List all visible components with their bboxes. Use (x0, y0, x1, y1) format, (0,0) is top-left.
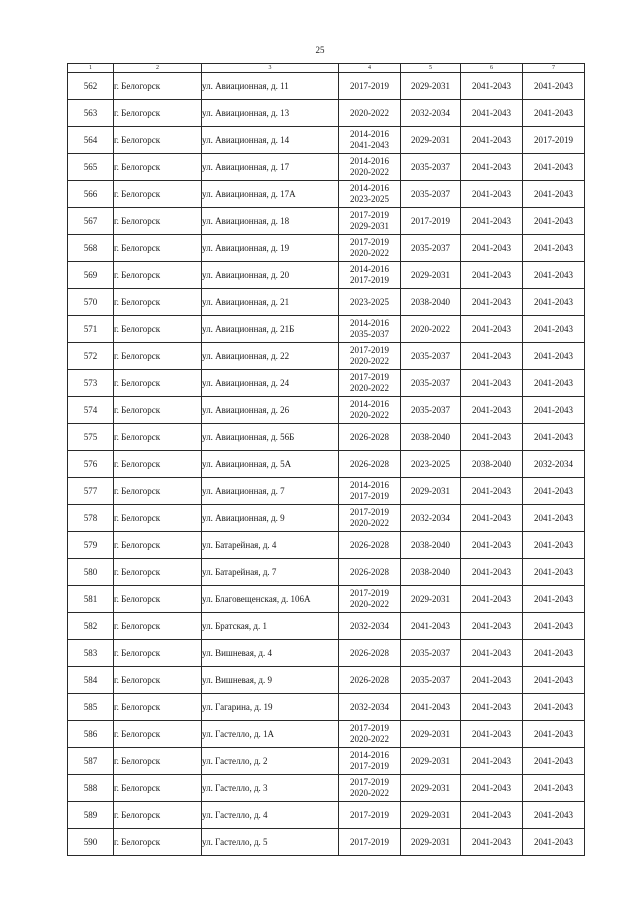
table-row (68, 316, 585, 343)
period-line: 2014-2016 (350, 156, 389, 166)
period-cell-4 (339, 640, 401, 667)
city-cell: г. Белогорск (114, 181, 202, 208)
period-cell-4 (339, 424, 401, 451)
period-cell-5: 2038-2040 (401, 532, 461, 559)
column-header: 6 (461, 64, 523, 73)
period-line: 2017-2019 (350, 809, 389, 820)
period-cell-5: 2038-2040 (401, 424, 461, 451)
period-cell-7: 2041-2043 (523, 721, 585, 748)
city-cell: г. Белогорск (114, 478, 202, 505)
period-line: 2017-2019 (350, 777, 389, 787)
address-cell: ул. Авиационная, д. 9 (202, 505, 339, 532)
period-cell-6: 2041-2043 (461, 640, 523, 667)
table-row (68, 397, 585, 424)
table-row (68, 667, 585, 694)
address-cell: ул. Батарейная, д. 4 (202, 532, 339, 559)
address-cell: ул. Батарейная, д. 7 (202, 559, 339, 586)
period-cell-4 (339, 802, 401, 829)
city-cell: г. Белогорск (114, 505, 202, 532)
table-row (68, 181, 585, 208)
address-cell: ул. Авиационная, д. 21Б (202, 316, 339, 343)
city-cell: г. Белогорск (114, 208, 202, 235)
period-cell-4 (339, 505, 401, 532)
period-cell-5: 2029-2031 (401, 802, 461, 829)
city-cell: г. Белогорск (114, 775, 202, 802)
city-cell: г. Белогорск (114, 667, 202, 694)
period-cell-7: 2041-2043 (523, 532, 585, 559)
address-cell: ул. Гастелло, д. 4 (202, 802, 339, 829)
period-cell-7: 2041-2043 (523, 343, 585, 370)
table-row (68, 613, 585, 640)
period-cell-4 (339, 289, 401, 316)
row-number-cell: 573 (68, 370, 114, 397)
row-number-cell: 590 (68, 829, 114, 856)
period-cell-5: 2029-2031 (401, 127, 461, 154)
period-cell-4 (339, 694, 401, 721)
row-number-cell: 562 (68, 73, 114, 100)
address-cell: ул. Братская, д. 1 (202, 613, 339, 640)
city-cell: г. Белогорск (114, 559, 202, 586)
column-header: 7 (523, 64, 585, 73)
row-number-cell: 588 (68, 775, 114, 802)
period-cell-4 (339, 262, 401, 289)
table-row (68, 586, 585, 613)
period-line: 2020-2022 (350, 734, 389, 744)
city-cell: г. Белогорск (114, 73, 202, 100)
address-cell: ул. Авиационная, д. 26 (202, 397, 339, 424)
row-number-cell: 563 (68, 100, 114, 127)
period-cell-4 (339, 343, 401, 370)
period-cell-5: 2029-2031 (401, 775, 461, 802)
period-line: 2032-2034 (350, 620, 389, 631)
column-number-row (68, 64, 585, 73)
address-cell: ул. Гагарина, д. 19 (202, 694, 339, 721)
address-cell: ул. Авиационная, д. 22 (202, 343, 339, 370)
address-cell: ул. Благовещенская, д. 106А (202, 586, 339, 613)
row-number-cell: 580 (68, 559, 114, 586)
city-cell: г. Белогорск (114, 586, 202, 613)
period-line: 2017-2019 (350, 761, 389, 771)
period-line: 2017-2019 (350, 372, 389, 382)
city-cell: г. Белогорск (114, 262, 202, 289)
period-cell-6: 2041-2043 (461, 235, 523, 262)
period-cell-6: 2041-2043 (461, 100, 523, 127)
address-cell: ул. Гастелло, д. 2 (202, 748, 339, 775)
period-cell-5: 2035-2037 (401, 181, 461, 208)
city-cell: г. Белогорск (114, 316, 202, 343)
table-row (68, 262, 585, 289)
period-cell-7: 2041-2043 (523, 748, 585, 775)
table-row (68, 343, 585, 370)
period-cell-5: 2035-2037 (401, 343, 461, 370)
period-line: 2020-2022 (350, 383, 389, 393)
period-cell-5: 2029-2031 (401, 721, 461, 748)
period-line: 2020-2022 (350, 356, 389, 366)
period-cell-5: 2029-2031 (401, 478, 461, 505)
address-cell: ул. Авиационная, д. 18 (202, 208, 339, 235)
period-cell-7: 2041-2043 (523, 829, 585, 856)
period-cell-5: 2029-2031 (401, 73, 461, 100)
period-cell-5: 2041-2043 (401, 613, 461, 640)
table-row (68, 802, 585, 829)
period-cell-4 (339, 721, 401, 748)
period-cell-6: 2041-2043 (461, 208, 523, 235)
row-number-cell: 579 (68, 532, 114, 559)
period-cell-7: 2041-2043 (523, 694, 585, 721)
period-cell-7: 2041-2043 (523, 586, 585, 613)
table-row (68, 424, 585, 451)
period-cell-5: 2035-2037 (401, 667, 461, 694)
period-cell-5: 2032-2034 (401, 100, 461, 127)
period-cell-5: 2038-2040 (401, 559, 461, 586)
table-row (68, 559, 585, 586)
period-cell-7: 2041-2043 (523, 667, 585, 694)
row-number-cell: 566 (68, 181, 114, 208)
period-line: 2023-2025 (350, 194, 389, 204)
table-row (68, 100, 585, 127)
period-cell-7: 2041-2043 (523, 613, 585, 640)
table-row (68, 721, 585, 748)
period-cell-5: 2035-2037 (401, 370, 461, 397)
period-line: 2017-2019 (350, 80, 389, 91)
period-line: 2035-2037 (350, 329, 389, 339)
period-cell-4 (339, 748, 401, 775)
period-line: 2014-2016 (350, 399, 389, 409)
period-cell-6: 2041-2043 (461, 289, 523, 316)
period-line: 2020-2022 (350, 248, 389, 258)
address-cell: ул. Авиационная, д. 11 (202, 73, 339, 100)
row-number-cell: 574 (68, 397, 114, 424)
row-number-cell: 582 (68, 613, 114, 640)
period-cell-6: 2041-2043 (461, 694, 523, 721)
table-row (68, 451, 585, 478)
period-cell-6: 2041-2043 (461, 478, 523, 505)
period-line: 2014-2016 (350, 183, 389, 193)
city-cell: г. Белогорск (114, 154, 202, 181)
period-cell-5: 2017-2019 (401, 208, 461, 235)
city-cell: г. Белогорск (114, 802, 202, 829)
period-line: 2020-2022 (350, 599, 389, 609)
period-cell-4 (339, 559, 401, 586)
row-number-cell: 583 (68, 640, 114, 667)
period-cell-7: 2041-2043 (523, 73, 585, 100)
table-row (68, 127, 585, 154)
period-line: 2017-2019 (350, 491, 389, 501)
period-cell-5: 2029-2031 (401, 586, 461, 613)
period-cell-7: 2041-2043 (523, 397, 585, 424)
row-number-cell: 572 (68, 343, 114, 370)
period-line: 2017-2019 (350, 237, 389, 247)
address-cell: ул. Вишневая, д. 4 (202, 640, 339, 667)
table-row (68, 478, 585, 505)
table-row (68, 694, 585, 721)
table-row (68, 505, 585, 532)
address-cell: ул. Авиационная, д. 19 (202, 235, 339, 262)
period-cell-7: 2041-2043 (523, 424, 585, 451)
city-cell: г. Белогорск (114, 451, 202, 478)
city-cell: г. Белогорск (114, 370, 202, 397)
row-number-cell: 576 (68, 451, 114, 478)
period-cell-6: 2041-2043 (461, 586, 523, 613)
period-cell-6: 2041-2043 (461, 505, 523, 532)
column-header: 2 (114, 64, 202, 73)
period-line: 2032-2034 (350, 701, 389, 712)
table-row (68, 775, 585, 802)
period-line: 2026-2028 (350, 458, 389, 469)
row-number-cell: 569 (68, 262, 114, 289)
period-line: 2017-2019 (350, 210, 389, 220)
row-number-cell: 570 (68, 289, 114, 316)
period-line: 2014-2016 (350, 480, 389, 490)
period-cell-6: 2041-2043 (461, 424, 523, 451)
period-line: 2014-2016 (350, 129, 389, 139)
city-cell: г. Белогорск (114, 640, 202, 667)
row-number-cell: 577 (68, 478, 114, 505)
period-cell-7: 2017-2019 (523, 127, 585, 154)
period-cell-6: 2041-2043 (461, 613, 523, 640)
period-cell-5: 2035-2037 (401, 154, 461, 181)
row-number-cell: 581 (68, 586, 114, 613)
period-cell-6: 2041-2043 (461, 181, 523, 208)
period-line: 2020-2022 (350, 107, 389, 118)
period-cell-4 (339, 127, 401, 154)
period-cell-6: 2041-2043 (461, 775, 523, 802)
address-cell: ул. Вишневая, д. 9 (202, 667, 339, 694)
period-cell-5: 2035-2037 (401, 640, 461, 667)
period-cell-6: 2041-2043 (461, 370, 523, 397)
period-cell-4 (339, 235, 401, 262)
period-cell-7: 2041-2043 (523, 208, 585, 235)
period-cell-5: 2029-2031 (401, 829, 461, 856)
city-cell: г. Белогорск (114, 613, 202, 640)
address-cell: ул. Авиационная, д. 21 (202, 289, 339, 316)
address-cell: ул. Авиационная, д. 24 (202, 370, 339, 397)
period-cell-4 (339, 478, 401, 505)
period-cell-6: 2041-2043 (461, 532, 523, 559)
city-cell: г. Белогорск (114, 397, 202, 424)
city-cell: г. Белогорск (114, 100, 202, 127)
registry-table (67, 63, 585, 856)
period-cell-6: 2041-2043 (461, 343, 523, 370)
table-row (68, 235, 585, 262)
period-cell-5: 2020-2022 (401, 316, 461, 343)
period-cell-6: 2041-2043 (461, 397, 523, 424)
period-cell-6: 2041-2043 (461, 802, 523, 829)
period-cell-4 (339, 397, 401, 424)
address-cell: ул. Авиационная, д. 7 (202, 478, 339, 505)
period-cell-4 (339, 667, 401, 694)
page-number: 25 (315, 45, 325, 55)
period-cell-4 (339, 532, 401, 559)
table-row (68, 289, 585, 316)
period-cell-7: 2041-2043 (523, 775, 585, 802)
row-number-cell: 565 (68, 154, 114, 181)
period-cell-6: 2041-2043 (461, 829, 523, 856)
period-line: 2017-2019 (350, 588, 389, 598)
period-cell-7: 2041-2043 (523, 640, 585, 667)
period-cell-7: 2041-2043 (523, 100, 585, 127)
city-cell: г. Белогорск (114, 289, 202, 316)
period-cell-6: 2041-2043 (461, 748, 523, 775)
period-line: 2041-2043 (350, 140, 389, 150)
city-cell: г. Белогорск (114, 829, 202, 856)
period-line: 2023-2025 (350, 296, 389, 307)
city-cell: г. Белогорск (114, 532, 202, 559)
period-line: 2017-2019 (350, 507, 389, 517)
period-cell-6: 2041-2043 (461, 667, 523, 694)
period-line: 2026-2028 (350, 647, 389, 658)
period-cell-5: 2041-2043 (401, 694, 461, 721)
table-row (68, 640, 585, 667)
period-line: 2026-2028 (350, 566, 389, 577)
row-number-cell: 578 (68, 505, 114, 532)
period-cell-7: 2041-2043 (523, 478, 585, 505)
period-cell-7: 2041-2043 (523, 289, 585, 316)
period-line: 2014-2016 (350, 750, 389, 760)
period-cell-4 (339, 73, 401, 100)
period-cell-5: 2038-2040 (401, 289, 461, 316)
period-cell-4 (339, 208, 401, 235)
row-number-cell: 571 (68, 316, 114, 343)
address-cell: ул. Авиационная, д. 17 (202, 154, 339, 181)
period-cell-4 (339, 100, 401, 127)
period-cell-4 (339, 451, 401, 478)
period-line: 2017-2019 (350, 345, 389, 355)
column-header: 3 (202, 64, 339, 73)
period-cell-7: 2041-2043 (523, 559, 585, 586)
address-cell: ул. Авиационная, д. 20 (202, 262, 339, 289)
period-cell-5: 2029-2031 (401, 748, 461, 775)
period-line: 2026-2028 (350, 539, 389, 550)
period-cell-4 (339, 154, 401, 181)
period-cell-4 (339, 829, 401, 856)
period-line: 2026-2028 (350, 431, 389, 442)
row-number-cell: 584 (68, 667, 114, 694)
address-cell: ул. Гастелло, д. 5 (202, 829, 339, 856)
period-cell-7: 2032-2034 (523, 451, 585, 478)
period-line: 2020-2022 (350, 788, 389, 798)
period-cell-5: 2035-2037 (401, 397, 461, 424)
period-cell-6: 2041-2043 (461, 262, 523, 289)
period-cell-6: 2041-2043 (461, 559, 523, 586)
period-cell-5: 2023-2025 (401, 451, 461, 478)
address-cell: ул. Авиационная, д. 13 (202, 100, 339, 127)
period-cell-7: 2041-2043 (523, 802, 585, 829)
period-cell-7: 2041-2043 (523, 370, 585, 397)
period-cell-7: 2041-2043 (523, 316, 585, 343)
period-cell-7: 2041-2043 (523, 262, 585, 289)
table-row (68, 208, 585, 235)
period-cell-4 (339, 370, 401, 397)
city-cell: г. Белогорск (114, 424, 202, 451)
period-cell-7: 2041-2043 (523, 235, 585, 262)
row-number-cell: 586 (68, 721, 114, 748)
period-cell-6: 2041-2043 (461, 316, 523, 343)
address-cell: ул. Гастелло, д. 3 (202, 775, 339, 802)
row-number-cell: 567 (68, 208, 114, 235)
address-cell: ул. Гастелло, д. 1А (202, 721, 339, 748)
row-number-cell: 575 (68, 424, 114, 451)
period-line: 2020-2022 (350, 167, 389, 177)
period-cell-7: 2041-2043 (523, 154, 585, 181)
city-cell: г. Белогорск (114, 343, 202, 370)
address-cell: ул. Авиационная, д. 14 (202, 127, 339, 154)
period-cell-6: 2041-2043 (461, 154, 523, 181)
table-row (68, 532, 585, 559)
column-header: 4 (339, 64, 401, 73)
period-line: 2020-2022 (350, 518, 389, 528)
period-cell-4 (339, 181, 401, 208)
table-row (68, 370, 585, 397)
city-cell: г. Белогорск (114, 127, 202, 154)
period-line: 2026-2028 (350, 674, 389, 685)
period-cell-6: 2038-2040 (461, 451, 523, 478)
period-cell-4 (339, 775, 401, 802)
address-cell: ул. Авиационная, д. 56Б (202, 424, 339, 451)
period-line: 2017-2019 (350, 275, 389, 285)
row-number-cell: 589 (68, 802, 114, 829)
period-cell-5: 2032-2034 (401, 505, 461, 532)
period-cell-7: 2041-2043 (523, 181, 585, 208)
table-row (68, 829, 585, 856)
period-cell-4 (339, 613, 401, 640)
city-cell: г. Белогорск (114, 235, 202, 262)
table-row (68, 748, 585, 775)
column-header: 5 (401, 64, 461, 73)
table-row (68, 154, 585, 181)
row-number-cell: 587 (68, 748, 114, 775)
period-cell-6: 2041-2043 (461, 73, 523, 100)
address-cell: ул. Авиационная, д. 17А (202, 181, 339, 208)
period-line: 2014-2016 (350, 318, 389, 328)
period-cell-6: 2041-2043 (461, 127, 523, 154)
table-body (68, 73, 585, 856)
period-line: 2017-2019 (350, 836, 389, 847)
period-cell-4 (339, 586, 401, 613)
period-cell-6: 2041-2043 (461, 721, 523, 748)
period-cell-4 (339, 316, 401, 343)
city-cell: г. Белогорск (114, 694, 202, 721)
table-row (68, 73, 585, 100)
column-header: 1 (68, 64, 114, 73)
address-cell: ул. Авиационная, д. 5А (202, 451, 339, 478)
period-line: 2017-2019 (350, 723, 389, 733)
period-cell-5: 2035-2037 (401, 235, 461, 262)
city-cell: г. Белогорск (114, 748, 202, 775)
row-number-cell: 564 (68, 127, 114, 154)
row-number-cell: 585 (68, 694, 114, 721)
period-cell-7: 2041-2043 (523, 505, 585, 532)
period-cell-5: 2029-2031 (401, 262, 461, 289)
period-line: 2014-2016 (350, 264, 389, 274)
period-line: 2020-2022 (350, 410, 389, 420)
period-line: 2029-2031 (350, 221, 389, 231)
row-number-cell: 568 (68, 235, 114, 262)
city-cell: г. Белогорск (114, 721, 202, 748)
